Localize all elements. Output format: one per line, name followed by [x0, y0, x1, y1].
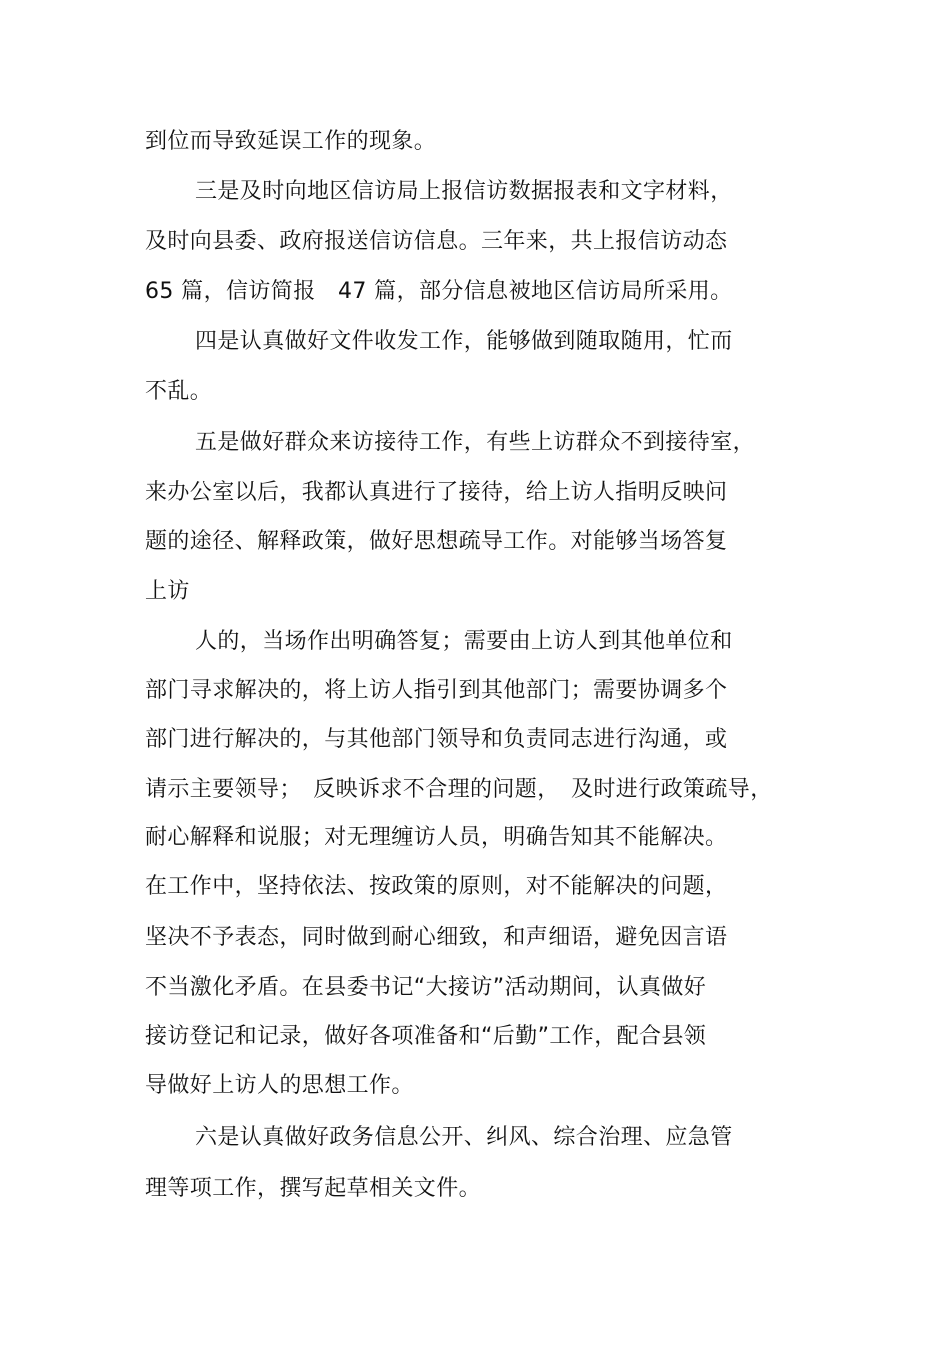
text-line-6: 不乱。: [145, 379, 213, 404]
text-line-12: 部门寻求解决的，将上访人指引到其他部门；需要协调多个: [145, 678, 728, 703]
text-line-17: 坚决不予表态，同时做到耐心细致，和声细语，避免因言语: [145, 925, 728, 950]
text-line-1: 到位而导致延误工作的现象。: [145, 129, 437, 154]
text-line-19: 接访登记和记录，做好各项准备和“后勤”工作，配合县领: [145, 1024, 707, 1049]
text-line-5: 四是认真做好文件收发工作，能够做到随取随用，忙而: [195, 329, 733, 354]
text-line-11: 人的，当场作出明确答复；需要由上访人到其他单位和: [195, 629, 733, 654]
text-line-15: 耐心解释和说服；对无理缠访人员，明确告知其不能解决。: [145, 825, 728, 850]
text-line-13: 部门进行解决的，与其他部门领导和负责同志进行沟通，或: [145, 727, 728, 752]
text-line-9: 题的途径、解释政策，做好思想疏导工作。对能够当场答复: [145, 529, 728, 554]
text-line-10: 上访: [145, 579, 190, 604]
text-line-22: 理等项工作，撰写起草相关文件。: [145, 1176, 482, 1201]
text-line-4: 65 篇，信访简报 47 篇，部分信息被地区信访局所采用。: [145, 279, 733, 304]
text-line-18: 不当激化矛盾。在县委书记“大接访”活动期间，认真做好: [145, 975, 707, 1000]
text-line-3: 及时向县委、政府报送信访信息。三年来，共上报信访动态: [145, 229, 728, 254]
text-line-16: 在工作中，坚持依法、按政策的原则，对不能解决的问题，: [145, 874, 728, 899]
text-line-21: 六是认真做好政务信息公开、纠风、综合治理、应急管: [195, 1125, 733, 1150]
text-line-2: 三是及时向地区信访局上报信访数据报表和文字材料，: [195, 179, 733, 204]
text-line-8: 来办公室以后，我都认真进行了接待，给上访人指明反映问: [145, 480, 728, 505]
text-line-14: 请示主要领导； 反映诉求不合理的问题， 及时进行政策疏导，: [145, 777, 773, 802]
text-line-7: 五是做好群众来访接待工作，有些上访群众不到接待室，: [195, 430, 756, 455]
text-line-20: 导做好上访人的思想工作。: [145, 1073, 414, 1098]
